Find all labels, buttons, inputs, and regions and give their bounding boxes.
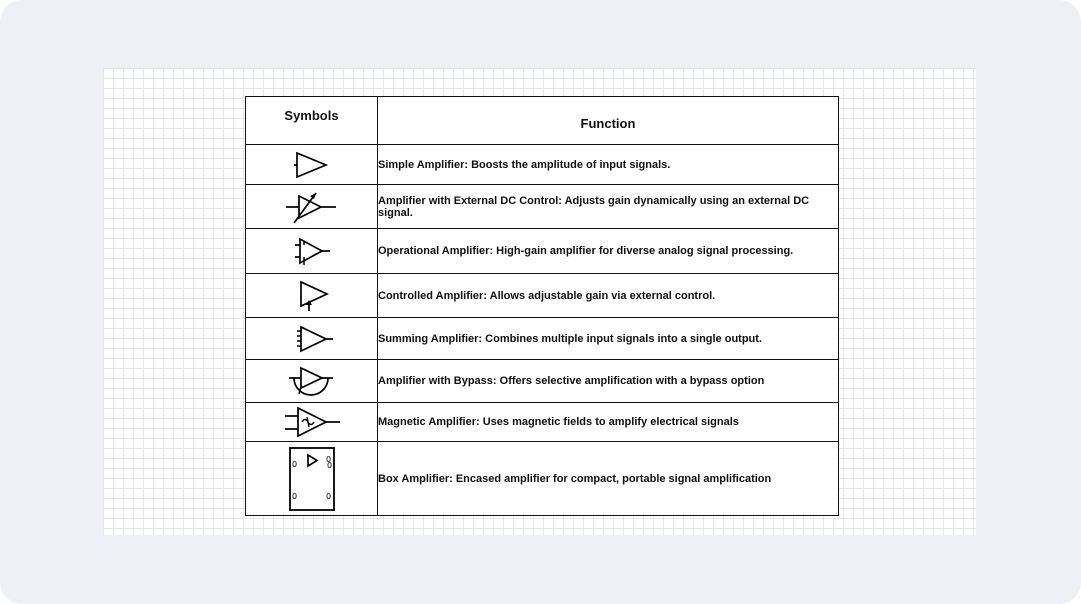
function-cell: Amplifier with Bypass: Offers selective amplification with a bypass option — [378, 360, 839, 403]
function-cell: Simple Amplifier: Boosts the amplitude of input signals. — [378, 145, 839, 185]
table-header-row — [246, 97, 839, 145]
magnetic-amplifier-icon — [280, 404, 344, 440]
amplifier-symbols-table — [245, 96, 839, 516]
symbol-cell — [246, 403, 378, 442]
function-cell: Amplifier with External DC Control: Adjusts gain dynamically using an external DC signal. — [378, 185, 839, 229]
table-row — [246, 274, 839, 318]
table-row — [246, 360, 839, 403]
table-row — [246, 403, 839, 442]
table-row — [246, 229, 839, 274]
function-header: Function — [378, 97, 839, 145]
function-cell: Summing Amplifier: Combines multiple input signals into a single output. — [378, 318, 839, 360]
symbol-cell — [246, 229, 378, 274]
box-port-label: 0 — [325, 454, 331, 464]
simple-amplifier-icon — [282, 147, 342, 183]
table-row — [246, 185, 839, 229]
dc-control-amplifier-icon — [282, 187, 342, 227]
summing-amplifier-icon — [282, 320, 342, 358]
function-cell: Operational Amplifier: High-gain amplifier for diverse analog signal processing. — [378, 229, 839, 274]
symbols-header: Symbols — [246, 97, 378, 145]
bypass-amplifier-icon — [282, 361, 342, 401]
function-cell: Box Amplifier: Encased amplifier for compact, portable signal amplification — [378, 442, 839, 516]
controlled-amplifier-icon — [282, 276, 342, 316]
symbol-cell — [246, 274, 378, 318]
box-port-label: 0 — [291, 459, 297, 469]
symbol-cell — [246, 360, 378, 403]
box-port-label: 0 — [291, 491, 297, 501]
table-row — [246, 145, 839, 185]
function-cell: Controlled Amplifier: Allows adjustable gain via external control. — [378, 274, 839, 318]
symbol-cell — [246, 318, 378, 360]
box-port-label: 0 — [325, 491, 331, 501]
box-amplifier-icon — [282, 445, 342, 513]
box-port-label: 0 — [326, 460, 332, 470]
table-row — [246, 442, 839, 516]
function-cell: Magnetic Amplifier: Uses magnetic fields to amplify electrical signals — [378, 403, 839, 442]
symbol-cell — [246, 185, 378, 229]
operational-amplifier-icon — [282, 231, 342, 271]
symbol-cell — [246, 442, 378, 516]
symbol-cell — [246, 145, 378, 185]
table-row — [246, 318, 839, 360]
